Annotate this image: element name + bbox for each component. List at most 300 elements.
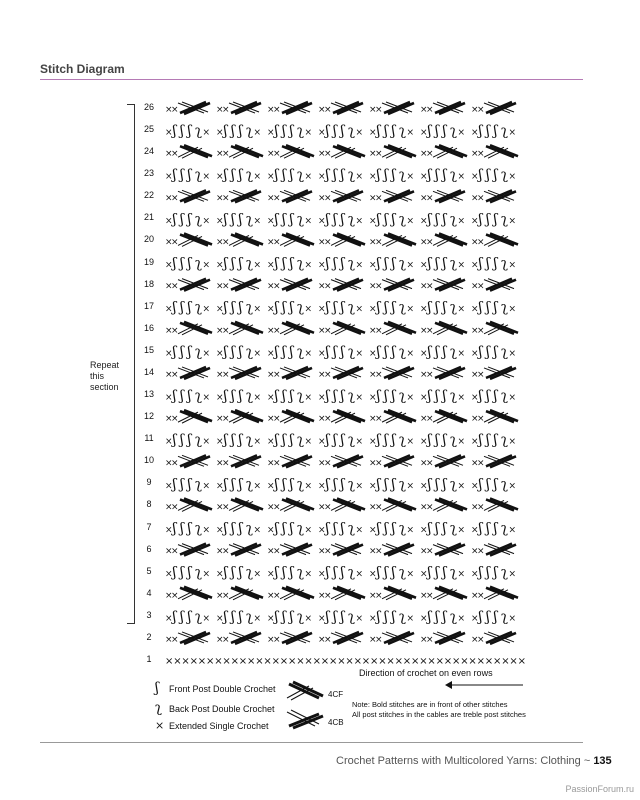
fpdc-stitch: ʃ — [187, 432, 192, 449]
fpdc-stitch: ʃ — [238, 608, 243, 625]
esc-stitch: × — [216, 525, 224, 536]
esc-stitch: × — [420, 546, 428, 557]
fpdc-stitch: ʃ — [180, 123, 184, 140]
fpdc-stitch: ʃ — [238, 388, 243, 405]
fpdc-stitch: ʃ — [172, 211, 177, 228]
esc-stitch: × — [402, 656, 412, 667]
fpdc-stitch: ʃ — [427, 167, 432, 184]
fpdc-stitch: ʃ — [486, 608, 490, 625]
esc-stitch: × — [369, 393, 377, 404]
esc-stitch: × — [426, 546, 434, 557]
fpdc-stitch: ʃ — [238, 211, 243, 228]
esc-stitch: × — [165, 502, 173, 513]
esc-stitch: × — [216, 260, 224, 271]
esc-stitch: × — [477, 105, 485, 115]
fpdc-stitch: ʃ — [493, 564, 498, 581]
fpdc-stitch: ʃ — [340, 564, 345, 581]
esc-stitch: × — [304, 656, 313, 667]
esc-stitch: × — [304, 128, 313, 139]
esc-stitch: × — [426, 369, 434, 380]
esc-stitch: × — [267, 325, 275, 336]
esc-stitch: × — [273, 149, 281, 160]
fpdc-stitch: ʃ — [493, 608, 498, 625]
esc-stitch: × — [222, 149, 230, 160]
bpdc-stitch: ʅ — [501, 476, 508, 493]
fpdc-stitch: ʃ — [231, 608, 235, 625]
esc-stitch: × — [222, 369, 230, 380]
bpdc-stitch: ʅ — [399, 608, 406, 625]
fpdc-stitch: ʃ — [340, 255, 345, 272]
bpdc-stitch: ʅ — [246, 255, 253, 272]
esc-stitch: × — [165, 304, 173, 315]
esc-stitch: × — [273, 237, 281, 248]
esc-stitch: × — [355, 216, 364, 227]
esc-stitch: × — [477, 590, 485, 601]
esc-stitch: × — [375, 546, 383, 557]
fpdc-stitch: ʃ — [384, 167, 388, 184]
esc-stitch: × — [216, 105, 224, 115]
bpdc-stitch: ʅ — [450, 564, 457, 581]
esc-stitch: × — [318, 502, 326, 513]
esc-stitch: × — [517, 656, 526, 667]
bpdc-stitch: ʅ — [501, 123, 508, 140]
row-number: 2 — [146, 631, 152, 642]
esc-stitch: × — [171, 193, 179, 204]
fpdc-stitch: ʃ — [435, 255, 439, 272]
fpdc-stitch: ʃ — [486, 255, 490, 272]
row-number: 24 — [143, 146, 154, 157]
esc-stitch: × — [267, 613, 275, 624]
fpdc-stitch: ʃ — [427, 432, 432, 449]
fpdc-stitch: ʃ — [289, 123, 294, 140]
esc-stitch: × — [493, 656, 502, 667]
bpdc-stitch: ʅ — [246, 432, 253, 449]
legend-note-line-1: Note: Bold stitches are in front of other stitches — [352, 700, 508, 709]
esc-stitch: × — [420, 481, 428, 492]
esc-stitch: × — [355, 128, 364, 139]
stitch-row — [165, 609, 516, 625]
fpdc-stitch: ʃ — [442, 123, 447, 140]
esc-stitch: × — [355, 437, 364, 448]
esc-stitch: × — [206, 656, 215, 667]
esc-stitch: × — [508, 569, 517, 580]
esc-stitch: × — [457, 348, 466, 359]
esc-stitch: × — [318, 393, 326, 404]
esc-stitch: × — [267, 437, 275, 448]
esc-stitch: × — [171, 502, 179, 513]
esc-stitch: × — [369, 437, 377, 448]
bpdc-stitch: ʅ — [501, 388, 508, 405]
esc-stitch: × — [165, 590, 173, 601]
legend-4cf-label: 4CF — [328, 690, 344, 699]
esc-stitch: × — [420, 414, 428, 425]
stitch-row — [165, 432, 516, 448]
fpdc-stitch: ʃ — [376, 343, 381, 360]
fpdc-stitch: ʃ — [384, 299, 388, 316]
esc-stitch: × — [318, 260, 326, 271]
bpdc-stitch: ʅ — [195, 564, 202, 581]
esc-stitch: × — [375, 502, 383, 513]
esc-stitch: × — [273, 634, 281, 645]
esc-stitch: × — [165, 172, 173, 183]
fpdc-stitch: ʃ — [172, 299, 177, 316]
esc-stitch: × — [216, 613, 224, 624]
esc-stitch: × — [369, 325, 377, 336]
esc-stitch: × — [202, 216, 211, 227]
esc-stitch: × — [171, 634, 179, 645]
fpdc-stitch: ʃ — [231, 167, 235, 184]
fpdc-stitch: ʃ — [274, 255, 279, 272]
fpdc-stitch: ʃ — [442, 255, 447, 272]
esc-stitch: × — [324, 634, 332, 645]
fpdc-stitch: ʃ — [282, 255, 286, 272]
esc-stitch: × — [273, 414, 281, 425]
fpdc-stitch: ʃ — [442, 564, 447, 581]
bpdc-stitch: ʅ — [297, 388, 304, 405]
esc-stitch: × — [267, 281, 275, 292]
fpdc-stitch: ʃ — [238, 255, 243, 272]
esc-stitch: × — [329, 656, 338, 667]
bpdc-stitch: ʅ — [450, 388, 457, 405]
extended-single-crochet-icon: × — [155, 719, 165, 732]
legend-fpdc-label: Front Post Double Crochet — [169, 684, 276, 694]
esc-stitch: × — [324, 105, 332, 115]
esc-stitch: × — [273, 193, 281, 204]
esc-stitch: × — [165, 393, 173, 404]
esc-stitch: × — [216, 437, 224, 448]
esc-stitch: × — [508, 172, 517, 183]
fpdc-stitch: ʃ — [384, 520, 388, 537]
esc-stitch: × — [216, 369, 224, 380]
esc-stitch: × — [476, 656, 485, 667]
esc-stitch: × — [273, 105, 281, 115]
esc-stitch: × — [304, 613, 313, 624]
esc-stitch: × — [420, 128, 428, 139]
esc-stitch: × — [273, 458, 281, 469]
bpdc-stitch: ʅ — [297, 299, 304, 316]
fpdc-stitch: ʃ — [325, 388, 330, 405]
esc-stitch: × — [471, 590, 479, 601]
esc-stitch: × — [304, 172, 313, 183]
fpdc-stitch: ʃ — [231, 123, 235, 140]
fpdc-stitch: ʃ — [486, 432, 490, 449]
fpdc-stitch: ʃ — [435, 388, 439, 405]
esc-stitch: × — [375, 193, 383, 204]
esc-stitch: × — [318, 437, 326, 448]
fpdc-stitch: ʃ — [231, 564, 235, 581]
fpdc-stitch: ʃ — [238, 343, 243, 360]
esc-stitch: × — [253, 481, 262, 492]
esc-stitch: × — [165, 128, 173, 139]
esc-stitch: × — [318, 569, 326, 580]
fpdc-stitch: ʃ — [180, 564, 184, 581]
fpdc-stitch: ʃ — [223, 343, 228, 360]
esc-stitch: × — [406, 260, 415, 271]
esc-stitch: × — [508, 348, 517, 359]
bpdc-stitch: ʅ — [348, 476, 355, 493]
fpdc-stitch: ʃ — [442, 520, 447, 537]
esc-stitch: × — [288, 656, 297, 667]
fpdc-stitch: ʃ — [340, 388, 345, 405]
esc-stitch: × — [501, 656, 510, 667]
esc-stitch: × — [406, 481, 415, 492]
esc-stitch: × — [253, 525, 262, 536]
bpdc-stitch: ʅ — [450, 520, 457, 537]
bpdc-stitch: ʅ — [297, 564, 304, 581]
fpdc-stitch: ʃ — [435, 343, 439, 360]
esc-stitch: × — [375, 590, 383, 601]
stitch-row — [165, 344, 516, 360]
esc-stitch: × — [420, 569, 428, 580]
fpdc-stitch: ʃ — [391, 299, 396, 316]
esc-stitch: × — [255, 656, 264, 667]
esc-stitch: × — [375, 149, 383, 160]
stitch-row — [165, 410, 518, 424]
esc-stitch: × — [165, 105, 173, 115]
esc-stitch: × — [355, 569, 364, 580]
esc-stitch: × — [202, 128, 211, 139]
esc-stitch: × — [457, 569, 466, 580]
fpdc-stitch: ʃ — [333, 299, 337, 316]
esc-stitch: × — [477, 325, 485, 336]
fpdc-stitch: ʃ — [325, 123, 330, 140]
fpdc-stitch: ʃ — [435, 123, 439, 140]
fpdc-stitch: ʃ — [478, 476, 483, 493]
esc-stitch: × — [426, 502, 434, 513]
bpdc-stitch: ʅ — [195, 255, 202, 272]
fpdc-stitch: ʃ — [289, 167, 294, 184]
row-number: 18 — [143, 278, 154, 289]
esc-stitch: × — [471, 502, 479, 513]
fpdc-stitch: ʃ — [340, 343, 345, 360]
esc-stitch: × — [369, 369, 377, 380]
esc-stitch: × — [253, 348, 262, 359]
esc-stitch: × — [324, 281, 332, 292]
esc-stitch: × — [318, 348, 326, 359]
esc-stitch: × — [273, 325, 281, 336]
esc-stitch: × — [471, 237, 479, 248]
fpdc-stitch: ʃ — [435, 520, 439, 537]
fpdc-stitch: ʃ — [231, 476, 235, 493]
fpdc-stitch: ʃ — [340, 123, 345, 140]
fpdc-stitch: ʃ — [384, 211, 388, 228]
fpdc-stitch: ʃ — [274, 476, 279, 493]
esc-stitch: × — [222, 546, 230, 557]
esc-stitch: × — [318, 128, 326, 139]
esc-stitch: × — [457, 613, 466, 624]
esc-stitch: × — [471, 613, 479, 624]
esc-stitch: × — [222, 325, 230, 336]
legend-note-line-2: All post stitches in the cables are treble post stitches — [352, 710, 526, 719]
fpdc-stitch: ʃ — [274, 343, 279, 360]
esc-stitch: × — [355, 172, 364, 183]
esc-stitch: × — [318, 458, 326, 469]
fpdc-stitch: ʃ — [442, 608, 447, 625]
esc-stitch: × — [508, 613, 517, 624]
bpdc-stitch: ʅ — [297, 432, 304, 449]
fpdc-stitch: ʃ — [223, 123, 228, 140]
fpdc-stitch: ʃ — [325, 299, 330, 316]
esc-stitch: × — [460, 656, 469, 667]
bpdc-stitch: ʅ — [399, 211, 406, 228]
fpdc-stitch: ʃ — [493, 211, 498, 228]
esc-stitch: × — [216, 546, 224, 557]
esc-stitch: × — [216, 458, 224, 469]
esc-stitch: × — [420, 149, 428, 160]
fpdc-stitch: ʃ — [238, 520, 243, 537]
fpdc-stitch: ʃ — [180, 167, 184, 184]
fpdc-stitch: ʃ — [325, 255, 330, 272]
stitch-row — [165, 656, 526, 667]
fpdc-stitch: ʃ — [391, 476, 396, 493]
esc-stitch: × — [369, 172, 377, 183]
esc-stitch: × — [273, 281, 281, 292]
bpdc-stitch: ʅ — [297, 255, 304, 272]
fpdc-stitch: ʃ — [289, 211, 294, 228]
fpdc-stitch: ʃ — [187, 343, 192, 360]
esc-stitch: × — [406, 348, 415, 359]
bpdc-stitch: ʅ — [399, 564, 406, 581]
esc-stitch: × — [304, 481, 313, 492]
stitch-row — [165, 388, 516, 404]
esc-stitch: × — [202, 613, 211, 624]
fpdc-stitch: ʃ — [180, 520, 184, 537]
esc-stitch: × — [471, 149, 479, 160]
bpdc-stitch: ʅ — [348, 255, 355, 272]
esc-stitch: × — [406, 437, 415, 448]
esc-stitch: × — [318, 281, 326, 292]
esc-stitch: × — [426, 237, 434, 248]
stitch-row — [165, 233, 518, 247]
esc-stitch: × — [477, 369, 485, 380]
esc-stitch: × — [426, 281, 434, 292]
stitch-row — [165, 300, 516, 316]
esc-stitch: × — [216, 237, 224, 248]
fpdc-stitch: ʃ — [391, 388, 396, 405]
fpdc-stitch: ʃ — [442, 299, 447, 316]
esc-stitch: × — [318, 325, 326, 336]
esc-stitch: × — [375, 237, 383, 248]
fpdc-stitch: ʃ — [376, 299, 381, 316]
esc-stitch: × — [253, 613, 262, 624]
esc-stitch: × — [267, 237, 275, 248]
esc-stitch: × — [238, 656, 248, 667]
esc-stitch: × — [216, 281, 224, 292]
esc-stitch: × — [318, 613, 326, 624]
fpdc-stitch: ʃ — [340, 167, 345, 184]
esc-stitch: × — [355, 525, 364, 536]
back-post-double-crochet-icon: ʅ — [155, 700, 162, 716]
fpdc-stitch: ʃ — [238, 123, 243, 140]
fpdc-stitch: ʃ — [340, 608, 345, 625]
section-title: Stitch Diagram — [40, 62, 125, 76]
esc-stitch: × — [267, 546, 275, 557]
stitch-row — [165, 190, 516, 203]
fpdc-stitch: ʃ — [187, 167, 192, 184]
fpdc-stitch: ʃ — [238, 432, 243, 449]
esc-stitch: × — [471, 414, 479, 425]
fpdc-stitch: ʃ — [391, 123, 396, 140]
fpdc-stitch: ʃ — [435, 299, 439, 316]
fpdc-stitch: ʃ — [172, 432, 177, 449]
fpdc-stitch: ʃ — [223, 255, 228, 272]
esc-stitch: × — [370, 656, 379, 667]
fpdc-stitch: ʃ — [325, 432, 330, 449]
fpdc-stitch: ʃ — [333, 388, 337, 405]
fpdc-stitch: ʃ — [187, 255, 192, 272]
fpdc-stitch: ʃ — [493, 476, 498, 493]
esc-stitch: × — [369, 237, 377, 248]
esc-stitch: × — [247, 656, 256, 667]
esc-stitch: × — [355, 348, 364, 359]
esc-stitch: × — [165, 369, 173, 380]
esc-stitch: × — [318, 237, 326, 248]
esc-stitch: × — [508, 525, 517, 536]
fpdc-stitch: ʃ — [289, 564, 294, 581]
esc-stitch: × — [477, 546, 485, 557]
esc-stitch: × — [420, 525, 428, 536]
esc-stitch: × — [471, 634, 479, 645]
esc-stitch: × — [420, 369, 428, 380]
esc-stitch: × — [202, 437, 211, 448]
fpdc-stitch: ʃ — [172, 476, 177, 493]
esc-stitch: × — [304, 525, 313, 536]
fpdc-stitch: ʃ — [376, 564, 381, 581]
fpdc-stitch: ʃ — [180, 608, 184, 625]
fpdc-stitch: ʃ — [384, 123, 388, 140]
fpdc-stitch: ʃ — [325, 167, 330, 184]
bpdc-stitch: ʅ — [348, 608, 355, 625]
esc-stitch: × — [426, 325, 434, 336]
4cb-cable-icon — [285, 708, 330, 730]
fpdc-stitch: ʃ — [187, 299, 192, 316]
fpdc-stitch: ʃ — [172, 343, 177, 360]
fpdc-stitch: ʃ — [274, 388, 279, 405]
row-number: 20 — [143, 234, 154, 245]
esc-stitch: × — [165, 481, 173, 492]
esc-stitch: × — [457, 304, 466, 315]
esc-stitch: × — [222, 105, 230, 115]
esc-stitch: × — [426, 149, 434, 160]
fpdc-stitch: ʃ — [486, 123, 490, 140]
esc-stitch: × — [420, 193, 428, 204]
esc-stitch: × — [318, 105, 326, 115]
esc-stitch: × — [471, 216, 479, 227]
fpdc-stitch: ʃ — [435, 608, 439, 625]
esc-stitch: × — [202, 481, 211, 492]
esc-stitch: × — [337, 656, 346, 667]
fpdc-stitch: ʃ — [187, 388, 192, 405]
esc-stitch: × — [477, 193, 485, 204]
fpdc-stitch: ʃ — [478, 388, 483, 405]
bpdc-stitch: ʅ — [450, 608, 457, 625]
legend-esc-label: Extended Single Crochet — [169, 721, 269, 731]
bpdc-stitch: ʅ — [195, 343, 202, 360]
repeat-label: Repeat this section — [90, 360, 120, 392]
bpdc-stitch: ʅ — [297, 211, 304, 228]
esc-stitch: × — [355, 481, 364, 492]
esc-stitch: × — [375, 369, 383, 380]
fpdc-stitch: ʃ — [187, 123, 192, 140]
fpdc-stitch: ʃ — [333, 123, 337, 140]
esc-stitch: × — [318, 149, 326, 160]
esc-stitch: × — [508, 481, 517, 492]
fpdc-stitch: ʃ — [478, 432, 483, 449]
esc-stitch: × — [267, 128, 275, 139]
fpdc-stitch: ʃ — [333, 211, 337, 228]
fpdc-stitch: ʃ — [442, 211, 447, 228]
bpdc-stitch: ʅ — [450, 432, 457, 449]
